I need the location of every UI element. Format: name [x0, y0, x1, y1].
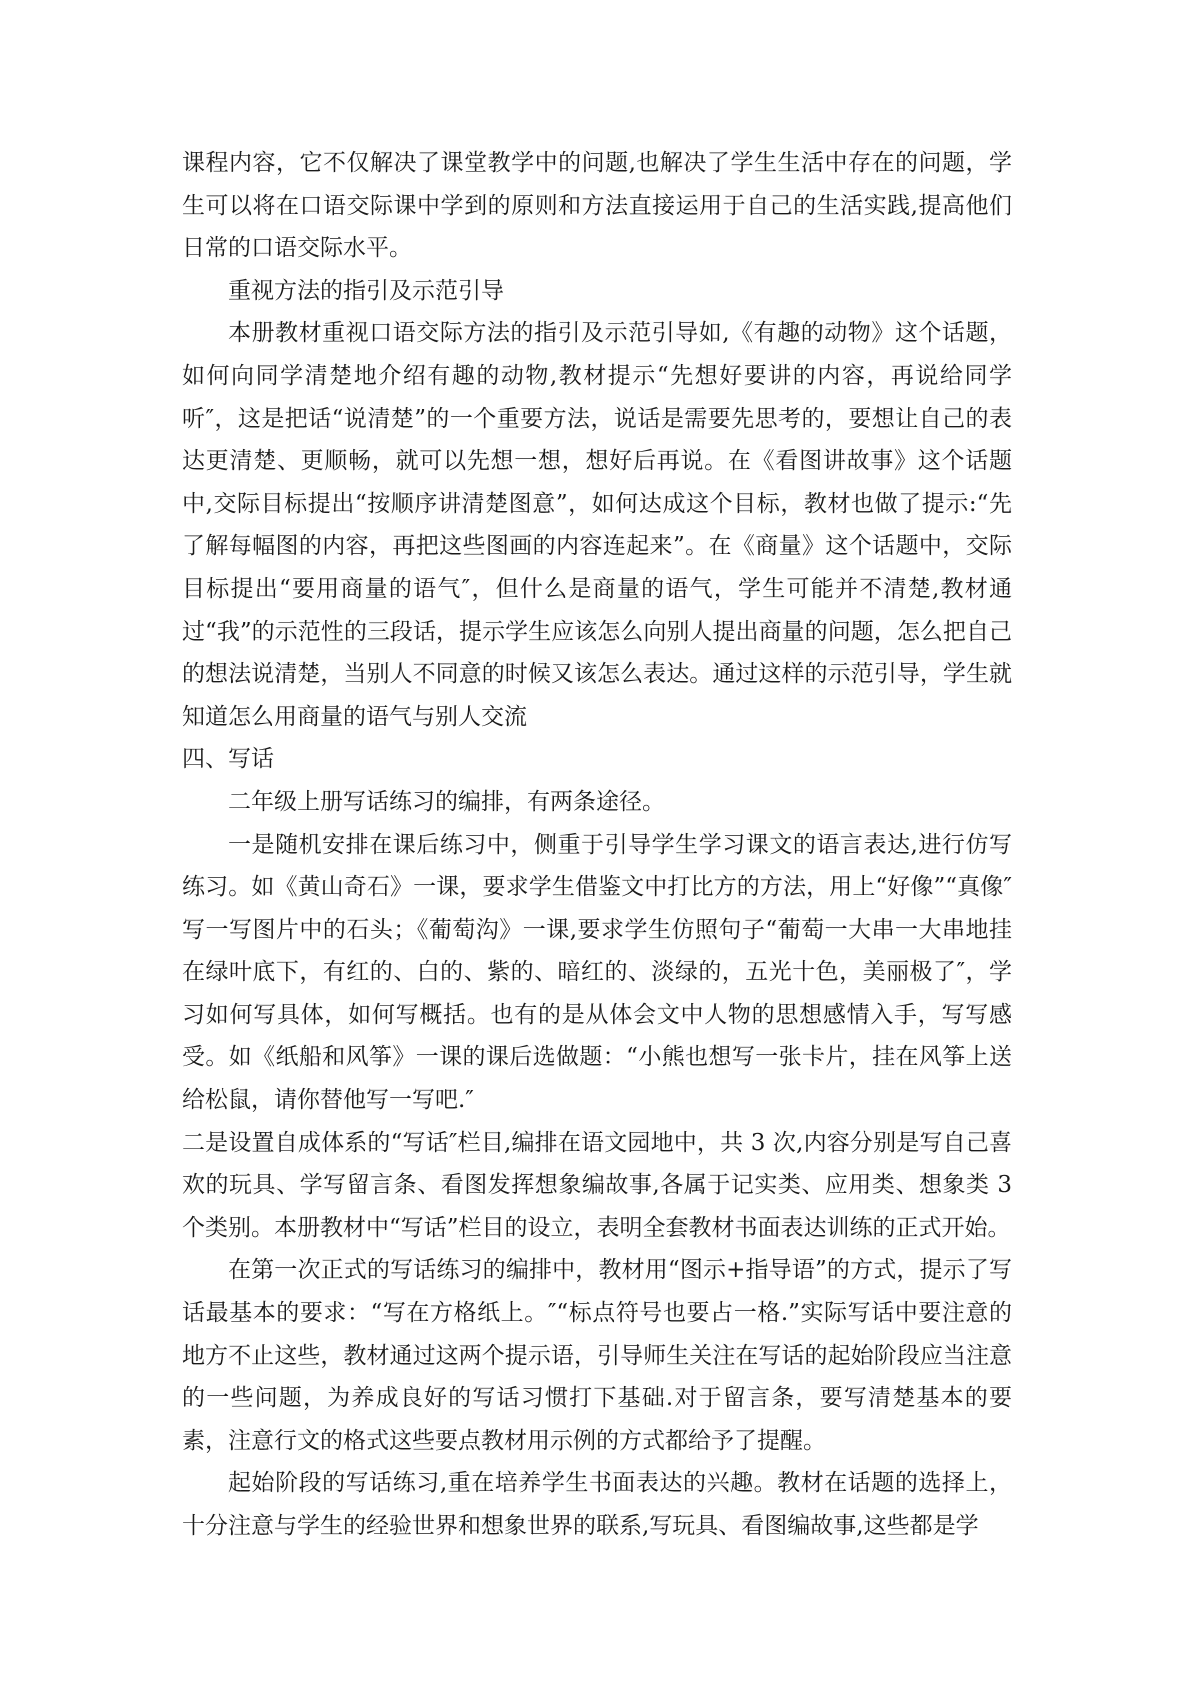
paragraph-continued: 课程内容，它不仅解决了课堂教学中的问题,也解决了学生生活中存在的问题，学生可以将在口语交际课中学到的原则和方法直接运用于自己的生活实践,提高他们日常的口语交际水平。 — [182, 150, 1012, 262]
document-body — [182, 142, 1012, 1548]
paragraph-two-paths: 二年级上册写话练习的编排，有两条途径。 — [228, 788, 665, 815]
paragraph-path-one: 一是随机安排在课后练习中，侧重于引导学生学习课文的语言表达,进行仿写练习。如《黄山奇石》一课，要求学生借鉴文中打比方的方法，用上“好像”“真像″写一写图片中的石头；《葡萄沟》一课,要求学生仿照句子“葡萄一大串一大串地挂在绿叶底下，有红的、白的、紫的、暗红的、淡绿的，五光十色，美丽极了″，学习如何写具体，如何写概括。也有的是从体会文中人物的思想感情入手，写写感受。如《纸船和风筝》一课的课后选做题：“小熊也想写一张卡片，挂在风筝上送给松鼠，请你替他写一写吧.″ — [182, 831, 1012, 1114]
paragraph-initial-stage: 起始阶段的写话练习,重在培养学生书面表达的兴趣。教材在话题的选择上，十分注意与学生的经验世界和想象世界的联系,写玩具、看图编故事,这些都是学 — [182, 1470, 1012, 1539]
paragraph-first-writing: 在第一次正式的写话练习的编排中，教材用“图示+指导语”的方式，提示了写话最基本的要求：“写在方格纸上。″“标点符号也要占一格.”实际写话中要注意的地方不止这些，教材通过这两个提示语，引导师生关注在写话的起始阶段应当注意的一些问题，为养成良好的写话习惯打下基础.对于留言条，要写清楚基本的要素，注意行文的格式这些要点教材用示例的方式都给予了提醒。 — [182, 1257, 1012, 1454]
section-heading-writing: 四、写话 — [182, 746, 274, 773]
paragraph-method-guidance: 本册教材重视口语交际方法的指引及示范引导如,《有趣的动物》这个话题，如何向同学清楚地介绍有趣的动物,教材提示“先想好要讲的内容，再说给同学听″，这是把话“说清楚”的一个重要方法，说话是需要先思考的，要想让自己的表达更清楚、更顺畅，就可以先想一想，想好后再说。在《看图讲故事》这个话题中,交际目标提出“按顺序讲清楚图意”，如何达成这个目标，教材也做了提示:“先了解每幅图的内容，再把这些图画的内容连起来”。在《商量》这个话题中，交际目标提出“要用商量的语气″，但什么是商量的语气，学生可能并不清楚,教材通过“我”的示范性的三段话，提示学生应该怎么向别人提出商量的问题，怎么把自己的想法说清楚，当别人不同意的时候又该怎么表达。通过这样的示范引导，学生就知道怎么用商量的语气与别人交流 — [182, 320, 1012, 730]
subheading-method-guidance: 重视方法的指引及示范引导 — [228, 277, 504, 304]
paragraph-path-two: 二是设置自成体系的“写话″栏目,编排在语文园地中，共 3 次,内容分别是写自己喜欢的玩具、学写留言条、看图发挥想象编故事,各属于记实类、应用类、想象类 3 个类别。本册教材中“写话”栏目的设立，表明全套教材书面表达训练的正式开始。 — [182, 1129, 1012, 1241]
